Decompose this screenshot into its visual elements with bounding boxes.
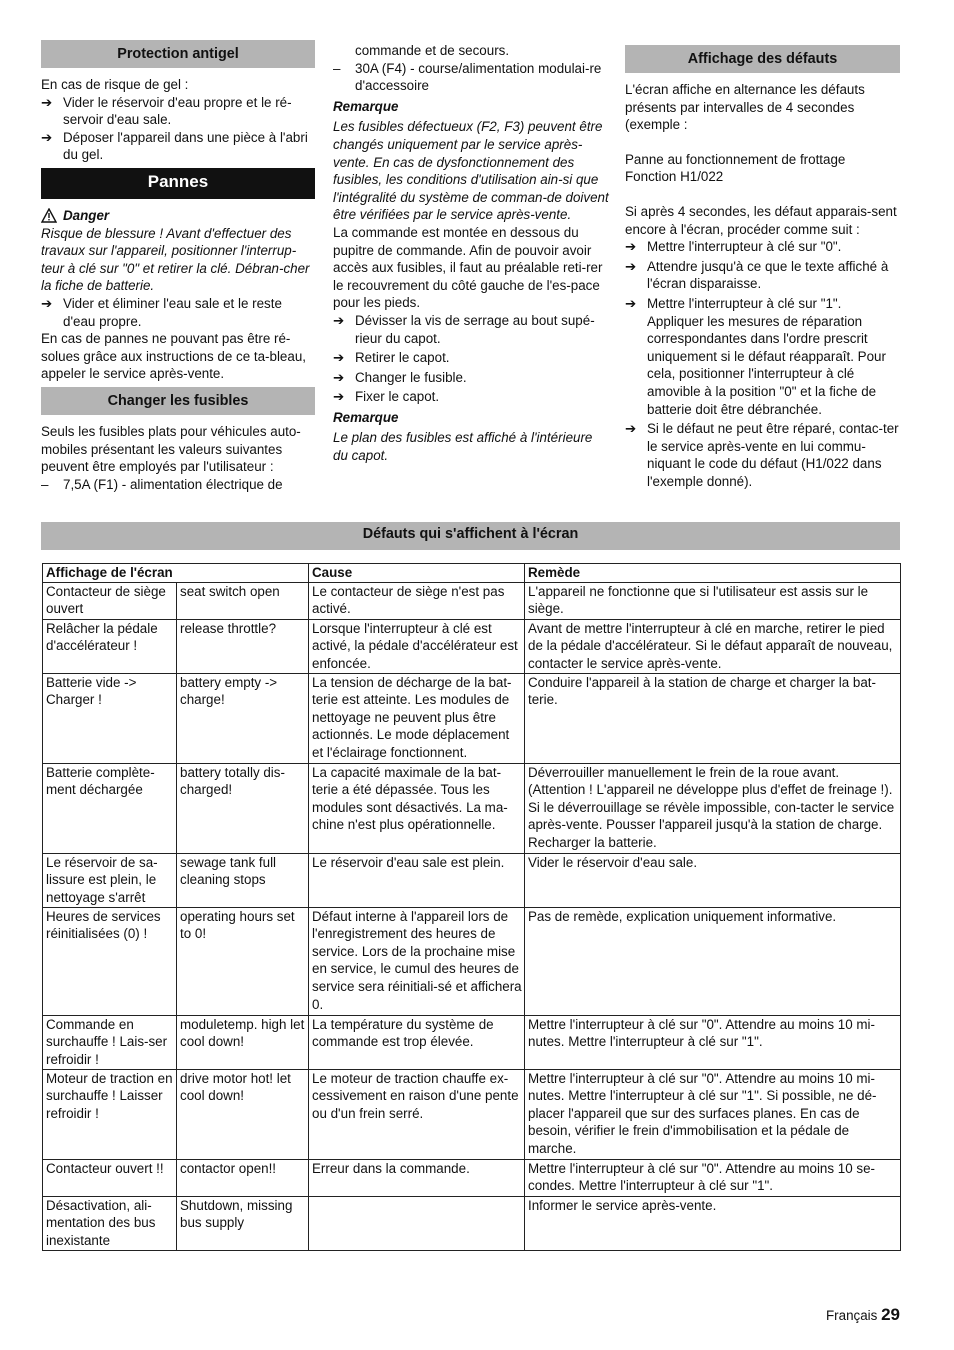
table-row bbox=[43, 1015, 901, 1069]
remedy: Pas de remède, explication uniquement informative. bbox=[525, 907, 901, 1015]
pannes-heading: Pannes bbox=[41, 168, 315, 199]
display-en: release throttle? bbox=[177, 619, 309, 673]
table-row bbox=[43, 763, 901, 853]
display-fr: Moteur de traction en surchauffe ! Laisser refroidir ! bbox=[43, 1069, 177, 1159]
arrow-right-icon: ➔ bbox=[333, 389, 345, 405]
header-display: Affichage de l'écran bbox=[43, 564, 309, 583]
display-step-1: Mettre l'interrupteur à clé sur "0". bbox=[647, 239, 842, 255]
display-step-3: Mettre l'interrupteur à clé sur "1". bbox=[647, 295, 842, 311]
remedy: L'appareil ne fonctionne que si l'utilisateur est assis sur le siège. bbox=[525, 582, 901, 619]
capot-step-1: Dévisser la vis de serrage au bout supé-rieur du capot. bbox=[355, 312, 595, 346]
cause bbox=[309, 1196, 525, 1250]
remark-1-label: Remarque bbox=[333, 98, 399, 114]
footer-language: Français bbox=[825, 1308, 878, 1323]
cause: Le moteur de traction chauffe ex-cessivement en raison d'une pente ou d'un frein serré. bbox=[309, 1069, 525, 1159]
fuse-item-1: 7,5A (F1) - alimentation électrique de bbox=[63, 476, 283, 492]
remark-1-text: Les fusibles défectueux (F2, F3) peuvent être changés uniquement par le service après-vente. En cas de dysfonctionnement des fusibles, les conditions d'utilisation ain-si que l'intégralité du système de comman-de doivent être vérifiées par le service après-vente. bbox=[333, 119, 609, 223]
arrow-right-icon: ➔ bbox=[625, 239, 637, 255]
arrow-right-icon: ➔ bbox=[41, 295, 53, 311]
display-en: contactor open!! bbox=[177, 1159, 309, 1196]
display-en: drive motor hot! let cool down! bbox=[177, 1069, 309, 1159]
display-en: Shutdown, missing bus supply bbox=[177, 1196, 309, 1250]
display-en: operating hours set to 0! bbox=[177, 907, 309, 1015]
display-fr: Contacteur ouvert !! bbox=[43, 1159, 177, 1196]
cause: Lorsque l'interrupteur à clé est activé, la pédale d'accélérateur est enfoncée. bbox=[309, 619, 525, 673]
cause: La capacité maximale de la bat-terie a été dépassée. Tous les modules sont désactivés. La ma-chine n'est plus opérationnelle. bbox=[309, 763, 525, 853]
cause: La température du système de commande est trop élevée. bbox=[309, 1015, 525, 1069]
display-fr: Heures de services réinitialisées (0) ! bbox=[43, 907, 177, 1015]
remedy: Mettre l'interrupteur à clé sur "0". Attendre au moins 10 se-condes. Mettre l'interrupteur à clé sur "1". bbox=[525, 1159, 901, 1196]
header-remedy: Remède bbox=[525, 564, 901, 583]
arrow-right-icon: ➔ bbox=[625, 258, 637, 274]
capot-step-4: Fixer le capot. bbox=[355, 389, 440, 405]
arrow-right-icon: ➔ bbox=[625, 421, 637, 437]
remedy: Mettre l'interrupteur à clé sur "0". Attendre au moins 10 mi-nutes. Mettre l'interrupteur à clé sur "1". Si possible, ne dé-placer l'appareil que sur des surfaces planes. En cas de besoin, vérifier le frein d'immobilisation et la pédale de marche. bbox=[525, 1069, 901, 1159]
display-faults-heading: Affichage des défauts bbox=[625, 45, 900, 73]
arrow-right-icon: ➔ bbox=[41, 129, 53, 145]
table-row bbox=[43, 1196, 901, 1250]
antigel-intro: En cas de risque de gel : bbox=[41, 77, 189, 92]
table-row bbox=[43, 1159, 901, 1196]
table-row bbox=[43, 673, 901, 763]
arrow-right-icon: ➔ bbox=[41, 94, 53, 110]
table-row bbox=[43, 619, 901, 673]
defects-table bbox=[42, 563, 901, 1251]
display-en: battery totally dis-charged! bbox=[177, 763, 309, 853]
list-item bbox=[41, 476, 315, 494]
remedy: Informer le service après-vente. bbox=[525, 1196, 901, 1250]
display-fr: Contacteur de siège ouvert bbox=[43, 582, 177, 619]
display-en: seat switch open bbox=[177, 582, 309, 619]
table-row bbox=[43, 853, 901, 907]
fuse-item-1-continued: commande et de secours. bbox=[355, 43, 510, 58]
display-fr: Le réservoir de sa-lissure est plein, le nettoyage s'arrêt bbox=[43, 853, 177, 907]
display-en: sewage tank full cleaning stops bbox=[177, 853, 309, 907]
column-right bbox=[625, 45, 900, 490]
table-row bbox=[43, 582, 901, 619]
arrow-right-icon: ➔ bbox=[333, 350, 345, 366]
page-number: 29 bbox=[881, 1305, 900, 1324]
danger-text: Risque de blessure ! Avant d'effectuer des travaux sur l'appareil, positionner l'interrup-teur à clé sur "0" et retirer la clé. Débran-cher la fiche de batterie. bbox=[41, 225, 310, 294]
control-text: La commande est montée en dessous du pupitre de commande. Afin de pouvoir avoir accès aux fusibles, il faut au préalable reti-rer le recouvrement du côté gauche de l'es-pace pour les pieds. bbox=[333, 224, 603, 311]
display-example: Panne au fonctionnement de frottage Fonction H1/022 bbox=[625, 151, 846, 185]
antigel-step-1: Vider le réservoir d'eau propre et le ré-servoir d'eau sale. bbox=[63, 94, 292, 128]
pannes-step: Vider et éliminer l'eau sale et le reste d'eau propre. bbox=[63, 295, 282, 329]
table-header-row bbox=[43, 564, 901, 583]
remedy: Avant de mettre l'interrupteur à clé en marche, retirer le pied de la pédale d'accélérateur. Si le défaut apparaît de nouveau, contacter le service après-vente. bbox=[525, 619, 901, 673]
remedy: Vider le réservoir d'eau sale. bbox=[525, 853, 901, 907]
display-after: Si après 4 secondes, les défaut apparais-sent encore à l'écran, procéder comme suit : bbox=[625, 203, 897, 237]
dash-bullet: – bbox=[333, 60, 341, 76]
list-item bbox=[333, 312, 609, 347]
fuse-item-2: 30A (F4) - course/alimentation modulai-re d'accessoire bbox=[355, 60, 602, 94]
column-left bbox=[41, 40, 315, 493]
antigel-step-2: Déposer l'appareil dans une pièce à l'abri du gel. bbox=[63, 129, 308, 163]
remark-2-text: Le plan des fusibles est affiché à l'intérieure du capot. bbox=[333, 430, 593, 464]
list-item bbox=[625, 295, 900, 313]
list-item bbox=[625, 238, 900, 256]
display-fr: Relâcher la pédale d'accélérateur ! bbox=[43, 619, 177, 673]
cause: La tension de décharge de la bat-terie est atteinte. Les modules de nettoyage ne peuvent plus être actionnés. Le mode déplacement et l'éclairage fonctionnent. bbox=[309, 673, 525, 763]
remark-2-label: Remarque bbox=[333, 409, 399, 425]
display-intro: L'écran affiche en alternance les défauts présents par intervalles de 4 secondes (exemple : bbox=[625, 82, 865, 133]
display-en: moduletemp. high let cool down! bbox=[177, 1015, 309, 1069]
display-fr: Batterie complète-ment déchargée bbox=[43, 763, 177, 853]
fuses-heading: Changer les fusibles bbox=[41, 387, 315, 415]
capot-step-2: Retirer le capot. bbox=[355, 350, 450, 366]
list-item bbox=[333, 369, 609, 387]
display-step-3-extra: Appliquer les mesures de réparation correspondantes dans l'ordre prescrit uniquement si le défaut réapparaît. Pour cela, positionner l'interrupteur à clé amovible à la position "0" et la fiche de batterie doit être débranchée. bbox=[647, 313, 886, 417]
arrow-right-icon: ➔ bbox=[625, 295, 637, 311]
cause: Défaut interne à l'appareil lors de l'enregistrement des heures de service. Lors de la prochaine mise en service, le cumul des heures de service sera réinitiali-sé et affichera 0. bbox=[309, 907, 525, 1015]
dash-bullet: – bbox=[41, 476, 49, 492]
column-middle bbox=[333, 42, 609, 465]
fuses-intro: Seuls les fusibles plats pour véhicules auto-mobiles présentant les valeurs suivantes peuvent être employés par l'utilisateur : bbox=[41, 423, 301, 475]
remedy: Conduire l'appareil à la station de charge et charger la bat-terie. bbox=[525, 673, 901, 763]
list-item bbox=[625, 420, 900, 490]
list-item bbox=[41, 129, 315, 164]
arrow-right-icon: ➔ bbox=[333, 369, 345, 385]
cause: Le contacteur de siège n'est pas activé. bbox=[309, 582, 525, 619]
display-step-2: Attendre jusqu'à ce que le texte affiché à l'écran disparaisse. bbox=[647, 258, 889, 292]
list-item bbox=[333, 349, 609, 367]
warning-triangle-icon bbox=[41, 208, 57, 223]
display-fr: Batterie vide -> Charger ! bbox=[43, 673, 177, 763]
display-fr: Désactivation, ali-mentation des bus inexistante bbox=[43, 1196, 177, 1250]
cause: Le réservoir d'eau sale est plein. bbox=[309, 853, 525, 907]
capot-step-3: Changer le fusible. bbox=[355, 369, 467, 385]
list-item bbox=[625, 258, 900, 293]
display-step-4: Si le défaut ne peut être réparé, contac-ter le service après-vente en lui commu-niquant le code du défaut (H1/022 dans l'exemple donné). bbox=[647, 421, 899, 489]
page-footer bbox=[826, 1306, 900, 1325]
antigel-heading: Protection antigel bbox=[41, 40, 315, 68]
list-item bbox=[333, 60, 609, 95]
display-en: battery empty -> charge! bbox=[177, 673, 309, 763]
remedy: Mettre l'interrupteur à clé sur "0". Attendre au moins 10 mi-nutes. Mettre l'interrupteur à clé sur "1". bbox=[525, 1015, 901, 1069]
list-item bbox=[41, 94, 315, 129]
remedy: Déverrouiller manuellement le frein de la roue avant. (Attention ! L'appareil ne développe plus d'effet de freinage !). Si le déverrouillage se révèle impossible, con-tacter le service après-vente. Pousser l'appareil jusqu'à la station de charge. Recharger la batterie. bbox=[525, 763, 901, 853]
danger-label-row bbox=[41, 207, 315, 225]
display-fr: Commande en surchauffe ! Lais-ser refroidir ! bbox=[43, 1015, 177, 1069]
danger-label: Danger bbox=[63, 207, 110, 223]
list-item bbox=[333, 388, 609, 406]
table-row bbox=[43, 1069, 901, 1159]
pannes-text: En cas de pannes ne pouvant pas être ré-solues grâce aux instructions de ce ta-bleau, appeler le service après-vente. bbox=[41, 331, 306, 382]
table-row bbox=[43, 907, 901, 1015]
list-item bbox=[41, 295, 315, 330]
header-cause: Cause bbox=[309, 564, 525, 583]
cause: Erreur dans la commande. bbox=[309, 1159, 525, 1196]
defects-section-heading: Défauts qui s'affichent à l'écran bbox=[41, 522, 900, 550]
arrow-right-icon: ➔ bbox=[333, 312, 345, 328]
